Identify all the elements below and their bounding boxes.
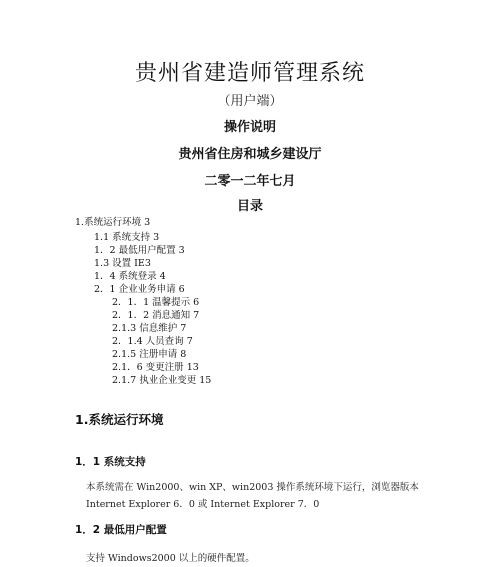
toc-item[interactable]: 2.1．6 变更注册 13	[112, 362, 199, 373]
section-1-2-paragraph: 支持 Windows2000 以上的硬件配置。	[86, 553, 255, 564]
toc-item[interactable]: 1．2 最低用户配置 3	[94, 245, 185, 256]
section-1-1-paragraph: 本系统需在 Win2000、win XP、win2003 操作系统环境下运行，浏览器版本 Internet Explorer 6．0 或 Internet Explorer 7．0	[86, 482, 419, 510]
toc-item[interactable]: 2.1.7 执业企业变更 15	[112, 375, 212, 386]
toc-item[interactable]: 2.1.3 信息维护 7	[112, 323, 187, 334]
document-subtitle: （用户端）	[217, 94, 283, 109]
document-date: 二零一二年七月	[204, 174, 296, 189]
toc-item[interactable]: 1．4 系统登录 4	[94, 271, 166, 282]
document-title: 贵州省建造师管理系统	[134, 61, 365, 86]
toc-item[interactable]: 1.3 设置 IE3	[94, 258, 151, 269]
toc-item[interactable]: 2．1．1 温馨提示 6	[112, 297, 200, 308]
toc-item[interactable]: 2.1.5 注册申请 8	[112, 349, 187, 360]
section-heading-1-2: 1．2 最低用户配置	[75, 524, 167, 536]
toc-item[interactable]: 2．1．2 消息通知 7	[112, 310, 200, 321]
toc-item[interactable]: 1.系统运行环境 3	[75, 217, 151, 228]
toc-item[interactable]: 2．1 企业业务申请 6	[94, 284, 185, 295]
toc-item[interactable]: 1.1 系统支持 3	[94, 232, 160, 243]
toc-item[interactable]: 2．1.4 人员查询 7	[112, 336, 193, 347]
organization-name: 贵州省住房和城乡建设厅	[178, 147, 322, 162]
document-type: 操作说明	[223, 120, 276, 135]
toc-heading: 目录	[236, 199, 263, 214]
section-heading-1: 1.系统运行环境	[75, 412, 164, 427]
section-heading-1-1: 1．1 系统支持	[75, 456, 146, 468]
